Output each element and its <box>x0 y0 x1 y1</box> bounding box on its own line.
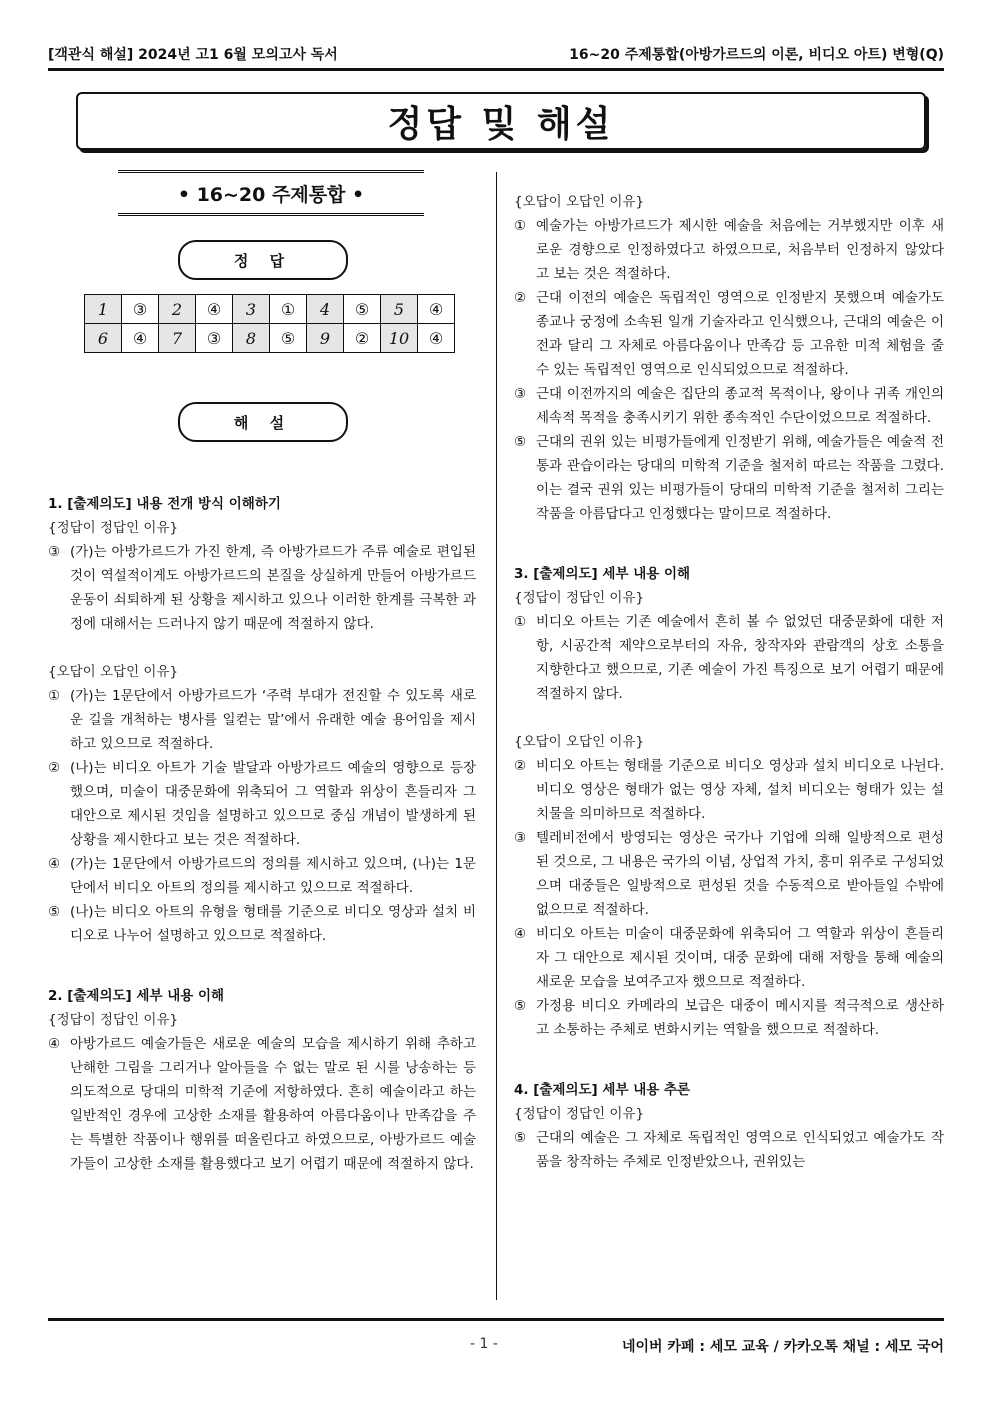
list-item <box>48 852 476 900</box>
question-number: 2 <box>159 295 196 324</box>
choice-mark: ④ <box>48 856 61 872</box>
page-title: 정답 및 해설 <box>76 92 926 150</box>
explanation-text: 가정용 비디오 카메라의 보급은 대중이 메시지를 적극적으로 생산하고 소통하는 주체로 변화시키는 역할을 했으므로 적절하다. <box>536 998 944 1038</box>
column-divider <box>496 172 497 1300</box>
explanation-text: (나)는 비디오 아트의 유형을 형태를 기준으로 비디오 영상과 설치 비디오로 나누어 설명하고 있으므로 적절하다. <box>70 904 476 944</box>
list-item <box>514 826 944 922</box>
choice-mark: ① <box>514 614 527 630</box>
choice-mark: ④ <box>514 926 527 942</box>
explanation-label: 해 설 <box>178 402 348 442</box>
header-rule <box>48 68 944 71</box>
answer-choice: ⑤ <box>270 324 307 353</box>
list-item <box>514 382 944 430</box>
question-number: 4 <box>307 295 344 324</box>
explanation-text: 근대 이전의 예술은 독립적인 영역으로 인정받지 못했으며 예술가도 종교나 궁정에 소속된 일개 기술자라고 인식했으나, 근대의 예술은 이전과 달리 그 자체로 아름다움이나 만족감 등 고유한 미적 체험을 줄 수 있는 독립적인 영역으로 인식되었으므로 적절하다. <box>536 290 944 378</box>
q2-wrong-head: {오답이 오답인 이유} <box>514 194 645 210</box>
explanation-text: 텔레비전에서 방영되는 영상은 국가나 기업에 의해 일방적으로 편성된 것으로, 그 내용은 국가의 이념, 상업적 가치, 흥미 위주로 구성되었으며 대중들은 일방적으로 편성된 것을 수동적으로 받아들일 수밖에 없으므로 적절하다. <box>536 830 944 918</box>
list-item <box>514 214 944 286</box>
q4-correct-head: {정답이 정답인 이유} <box>514 1106 645 1122</box>
explanation-text: 아방가르드 예술가들은 새로운 예술의 모습을 제시하기 위해 추하고 난해한 그림을 그리거나 알아들을 수 없는 말로 된 시를 낭송하는 등 의도적으로 당대의 미학적 기준에 저항하였다. 흔히 예술이라고 하는 일반적인 경우에 고상한 소재를 활용하여 아름다움이나 만족감을 주는 특별한 작품이나 행위를 떠올린다고 하였으므로, 아방가르드 예술가들이 고상한 소재를 활용했다고 보기 어렵기 때문에 적절하지 않다. <box>70 1036 476 1172</box>
list-item <box>514 754 944 826</box>
explanation-text: (가)는 아방가르드가 가진 한계, 즉 아방가르드가 주류 예술로 편입된 것이 역설적이게도 아방가르드의 본질을 상실하게 만들어 아방가르드 운동이 쇠퇴하게 된 상황을 제시하고 있으나 이러한 한계를 극복한 과정에 대해서는 드러나지 않기 때문에 적절하지 않다. <box>70 544 476 632</box>
question-number: 8 <box>233 324 270 353</box>
choice-mark: ① <box>514 218 527 234</box>
page-number: - 1 - <box>470 1336 498 1352</box>
question-number: 1 <box>85 295 122 324</box>
question-number: 6 <box>85 324 122 353</box>
choice-mark: ③ <box>514 830 527 846</box>
explanation-text: (가)는 1문단에서 아방가르드가 ‘주력 부대가 전진할 수 있도록 새로운 길을 개척하는 병사를 일컫는 말’에서 유래한 예술 용어임을 제시하고 있으므로 적절하다. <box>70 688 476 752</box>
q3-wrong-head: {오답이 오답인 이유} <box>514 734 645 750</box>
answer-choice: ⑤ <box>344 295 381 324</box>
choice-mark: ④ <box>48 1036 61 1052</box>
explanation-text: 근대의 예술은 그 자체로 독립적인 영역으로 인식되었고 예술가도 작품을 창작하는 주체로 인정받았으나, 권위있는 <box>536 1130 944 1170</box>
header-right: 16~20 주제통합(아방가르드의 이론, 비디오 아트) 변형(Q) <box>569 47 944 63</box>
list-item <box>514 1126 944 1174</box>
explanation-text: (나)는 비디오 아트가 기술 발달과 아방가르드 예술의 영향으로 등장했으며, 미술이 대중문화에 위축되어 그 역할과 위상이 흔들리자 그 대안으로 제시된 것임을 설명하고 있으므로 중심 개념이 발생하게 된 상황을 제시한다고 보는 것은 적절하다. <box>70 760 476 848</box>
q1-wrong-head: {오답이 오답인 이유} <box>48 664 179 680</box>
explanation-text: 예술가는 아방가르드가 제시한 예술을 처음에는 거부했지만 이후 새로운 경향으로 인정하였다고 하였으므로, 처음부터 인정하지 않았다고 보는 것은 적절하다. <box>536 218 944 282</box>
answer-row <box>85 295 455 324</box>
choice-mark: ③ <box>514 386 527 402</box>
list-item <box>514 610 944 706</box>
q4-title: 4. [출제의도] 세부 내용 추론 <box>514 1082 691 1098</box>
list-item <box>514 994 944 1042</box>
header-left: [객관식 해설] 2024년 고1 6월 모의고사 독서 <box>48 47 338 63</box>
explanation-text: 비디오 아트는 미술이 대중문화에 위축되어 그 역할과 위상이 흔들리자 그 대안으로 제시된 것이며, 대중 문화에 대해 저항을 통해 예술의 새로운 모습을 보여주고자 했으므로 적절하다. <box>536 926 944 990</box>
list-item <box>514 430 944 526</box>
explanation-text: 근대 이전까지의 예술은 집단의 종교적 목적이나, 왕이나 귀족 개인의 세속적 목적을 충족시키기 위한 종속적인 수단이었으므로 적절하다. <box>536 386 944 426</box>
answer-table <box>84 294 455 353</box>
explanation-text: (가)는 1문단에서 아방가르드의 정의를 제시하고 있으며, (나)는 1문단에서 비디오 아트의 정의를 제시하고 있으므로 적절하다. <box>70 856 476 896</box>
page-header <box>48 44 944 64</box>
left-column <box>48 492 476 1176</box>
answer-choice: ③ <box>122 295 159 324</box>
question-number: 10 <box>381 324 418 353</box>
answer-choice: ④ <box>418 295 455 324</box>
list-item <box>48 540 476 636</box>
answer-choice: ③ <box>196 324 233 353</box>
question-number: 5 <box>381 295 418 324</box>
choice-mark: ③ <box>48 544 61 560</box>
topic-heading: • 16~20 주제통합 • <box>118 170 424 216</box>
choice-mark: ⑤ <box>48 904 61 920</box>
q1-correct-head: {정답이 정답인 이유} <box>48 520 179 536</box>
choice-mark: ② <box>514 758 527 774</box>
answer-label: 정 답 <box>178 240 348 280</box>
footer-rule <box>48 1318 944 1321</box>
explanation-text: 근대의 권위 있는 비평가들에게 인정받기 위해, 예술가들은 예술적 전통과 관습이라는 당대의 미학적 기준을 철저히 따르는 작품을 그렸다. 이는 결국 권위 있는 비평가들이 당대의 미학적 기준을 철저히 그리는 작품을 아름답다고 인정했다는 말이므로 적절하다. <box>536 434 944 522</box>
answer-choice: ④ <box>122 324 159 353</box>
q2-correct-head: {정답이 정답인 이유} <box>48 1012 179 1028</box>
answer-choice: ② <box>344 324 381 353</box>
list-item <box>48 756 476 852</box>
q2-title: 2. [출제의도] 세부 내용 이해 <box>48 988 225 1004</box>
answer-choice: ④ <box>418 324 455 353</box>
choice-mark: ① <box>48 688 61 704</box>
explanation-text: 비디오 아트는 형태를 기준으로 비디오 영상과 설치 비디오로 나뉜다. 비디오 영상은 형태가 없는 영상 자체, 설치 비디오는 형태가 있는 설치물을 의미하므로 적절하다. <box>536 758 944 822</box>
right-column <box>514 190 944 1174</box>
explanation-text: 비디오 아트는 기존 예술에서 흔히 볼 수 없었던 대중문화에 대한 저항, 시공간적 제약으로부터의 자유, 창작자와 관람객의 상호 소통을 지향한다고 했으므로, 기존 예술이 가진 특징으로 보기 어렵기 때문에 적절하지 않다. <box>536 614 944 702</box>
choice-mark: ⑤ <box>514 1130 527 1146</box>
answer-choice: ① <box>270 295 307 324</box>
list-item <box>514 922 944 994</box>
list-item <box>48 1032 476 1176</box>
q3-title: 3. [출제의도] 세부 내용 이해 <box>514 566 691 582</box>
question-number: 3 <box>233 295 270 324</box>
list-item <box>48 684 476 756</box>
choice-mark: ② <box>48 760 61 776</box>
choice-mark: ⑤ <box>514 434 527 450</box>
footer-credit: 네이버 카페 : 세모 교육 / 카카오톡 채널 : 세모 국어 <box>621 1339 944 1355</box>
answer-choice: ④ <box>196 295 233 324</box>
choice-mark: ⑤ <box>514 998 527 1014</box>
list-item <box>48 900 476 948</box>
q3-correct-head: {정답이 정답인 이유} <box>514 590 645 606</box>
question-number: 7 <box>159 324 196 353</box>
list-item <box>514 286 944 382</box>
question-number: 9 <box>307 324 344 353</box>
q1-title: 1. [출제의도] 내용 전개 방식 이해하기 <box>48 496 281 512</box>
answer-row <box>85 324 455 353</box>
choice-mark: ② <box>514 290 527 306</box>
